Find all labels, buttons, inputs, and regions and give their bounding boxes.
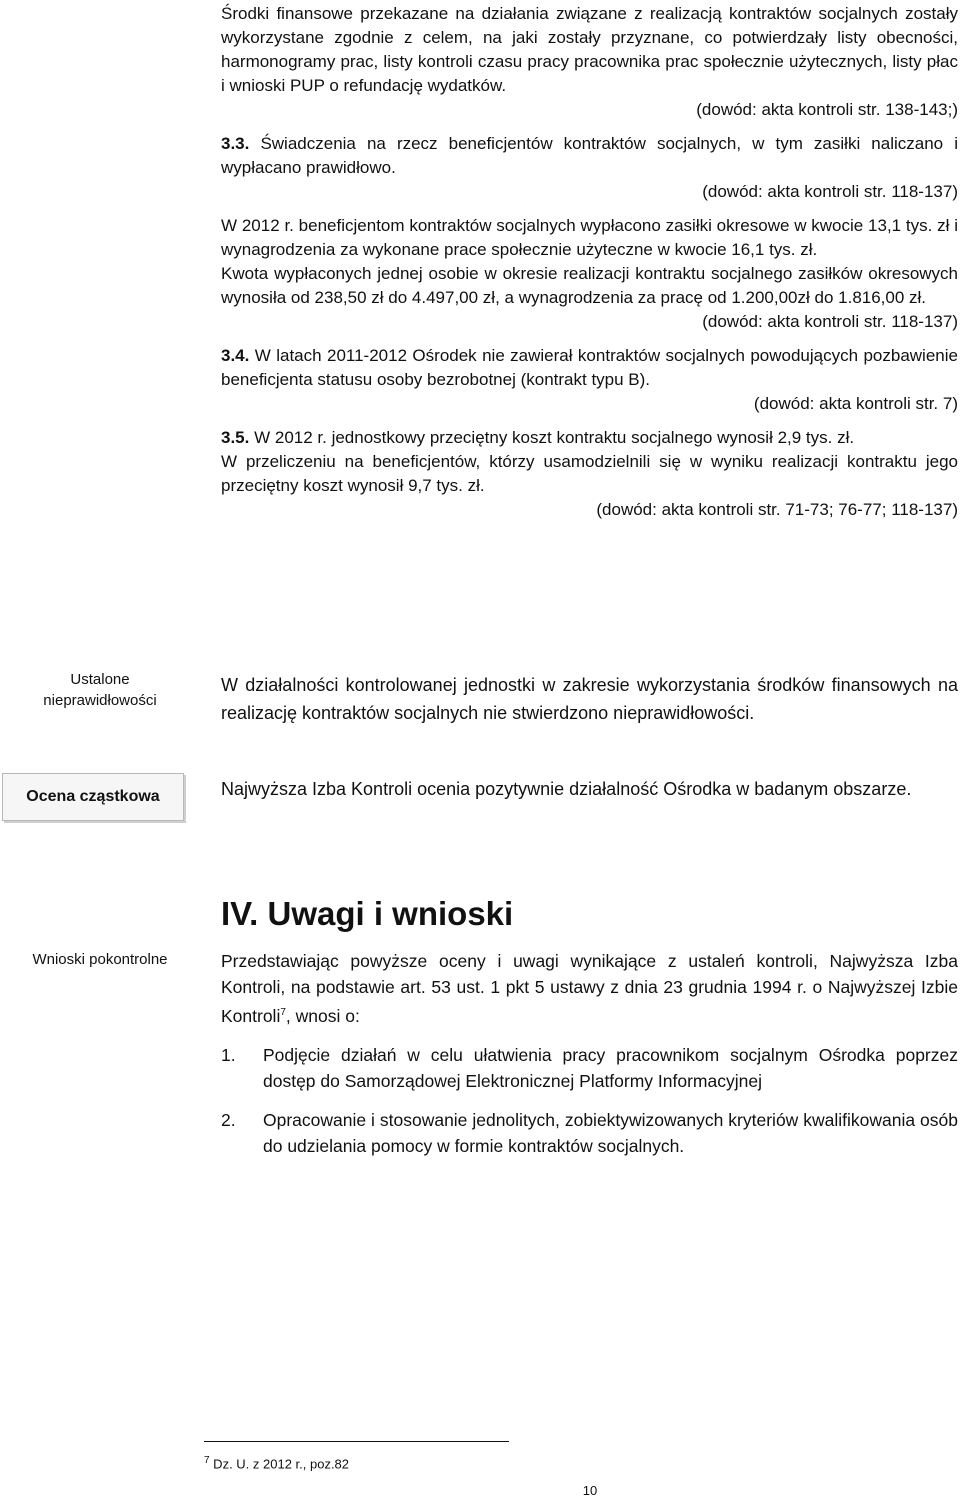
section-number: 3.3. — [221, 134, 250, 153]
section-intro: Przedstawiając powyższe oceny i uwagi wynikające z ustaleń kontroli, Najwyższa Izba Kontroli, na podstawie art. 53 ust. 1 pkt 5 ustawy z dnia 23 grudnia 1994 r. o Najwyższej Izbie Kontroli$^7$, wnosi o: — [221, 951, 958, 1026]
section-text: Świadczenia na rzecz beneficjentów kontraktów socjalnych, w tym zasiłki naliczano i wypłacano prawidłowo. — [221, 134, 958, 177]
evidence-reference: (dowód: akta kontroli str. 118-137) — [702, 312, 958, 331]
section-heading: IV. Uwagi i wnioski — [221, 895, 514, 932]
list-item — [221, 1108, 958, 1159]
evidence-reference: (dowód: akta kontroli str. 138-143;) — [696, 100, 958, 119]
evidence-reference: (dowód: akta kontroli str. 118-137) — [702, 182, 958, 201]
section-3-5 — [221, 426, 958, 450]
paragraph-benefits-2012: W 2012 r. beneficjentom kontraktów socjalnych wypłacono zasiłki okresowe w kwocie 13,1 tys. zł i wynagrodzenia za wykonane prace społecznie użyteczne w kwocie 16,1 tys. zł. — [221, 216, 958, 259]
list-item-number: 1. — [221, 1045, 236, 1065]
section-text: W latach 2011-2012 Ośrodek nie zawierał kontraktów socjalnych powodujących pozbawienie beneficjenta statusu osoby bezrobotnej (kontrakt typu B). — [221, 346, 958, 389]
paragraph-funds-usage: Środki finansowe przekazane na działania związane z realizacją kontraktów socjalnych zostały wykorzystane zgodnie z celem, na jaki zostały przyznane, co potwierdzały listy obecności, harmonogramy prac, listy kontroli czasu pracy pracownika prac społecznie użytecznych, listy płac i wnioski PUP o refundację wydatków. — [221, 4, 958, 95]
footnote-separator — [204, 1441, 509, 1442]
list-item-text: Opracowanie i stosowanie jednolitych, zobiektywizowanych kryteriów kwalifikowania osób do udzielania pomocy w formie kontraktów socjalnych. — [263, 1110, 958, 1156]
post-inspection-label: Wnioski pokontrolne — [32, 951, 168, 968]
paragraph-average-cost: W przeliczeniu na beneficjentów, którzy usamodzielnili się w wyniku realizacji kontraktu jego przeciętny koszt wynosił 9,7 tys. zł. — [221, 452, 958, 495]
page-number: 10 — [582, 1483, 598, 1498]
section-text: W 2012 r. jednostkowy przeciętny koszt kontraktu socjalnego wynosił 2,9 tys. zł. — [254, 428, 855, 447]
section-number: 3.5. — [221, 428, 250, 447]
findings-block — [221, 2, 958, 522]
irregularities-text: W działalności kontrolowanej jednostki w zakresie wykorzystania środków finansowych na realizację kontraktów socjalnych nie stwierdzono nieprawidłowości. — [221, 675, 958, 723]
list-item-text: Podjęcie działań w celu ułatwienia pracy pracownikom socjalnym Ośrodka poprzez dostęp do Samorządowej Elektronicznej Platformy Informacyjnej — [263, 1045, 958, 1091]
recommendations-list — [221, 1043, 958, 1173]
irregularities-label: Ustalone nieprawidłowości — [43, 671, 157, 709]
assessment-text: Najwyższa Izba Kontroli ocenia pozytywnie działalność Ośrodka w badanym obszarze. — [221, 779, 912, 799]
evidence-reference: (dowód: akta kontroli str. 71-73; 76-77; 118-137) — [596, 500, 958, 519]
assessment-label: Ocena cząstkowa — [2, 773, 184, 821]
evidence-reference: (dowód: akta kontroli str. 7) — [753, 394, 958, 413]
section-3-3 — [221, 132, 958, 180]
section-number: 3.4. — [221, 346, 250, 365]
footnote-marker: 7 — [280, 1007, 286, 1018]
section-3-4 — [221, 344, 958, 392]
list-item — [221, 1043, 958, 1094]
paragraph-amount-range: Kwota wypłaconych jednej osobie w okresie realizacji kontraktu socjalnego zasiłków okresowych wynosiła od 238,50 zł do 4.497,00 zł, a wynagrodzenia za pracę od 1.200,00zł do 1.816,00 zł. — [221, 264, 958, 307]
footnote: $^7$ Dz. U. z 2012 r., poz.82 — [204, 1455, 350, 1472]
list-item-number: 2. — [221, 1110, 236, 1130]
